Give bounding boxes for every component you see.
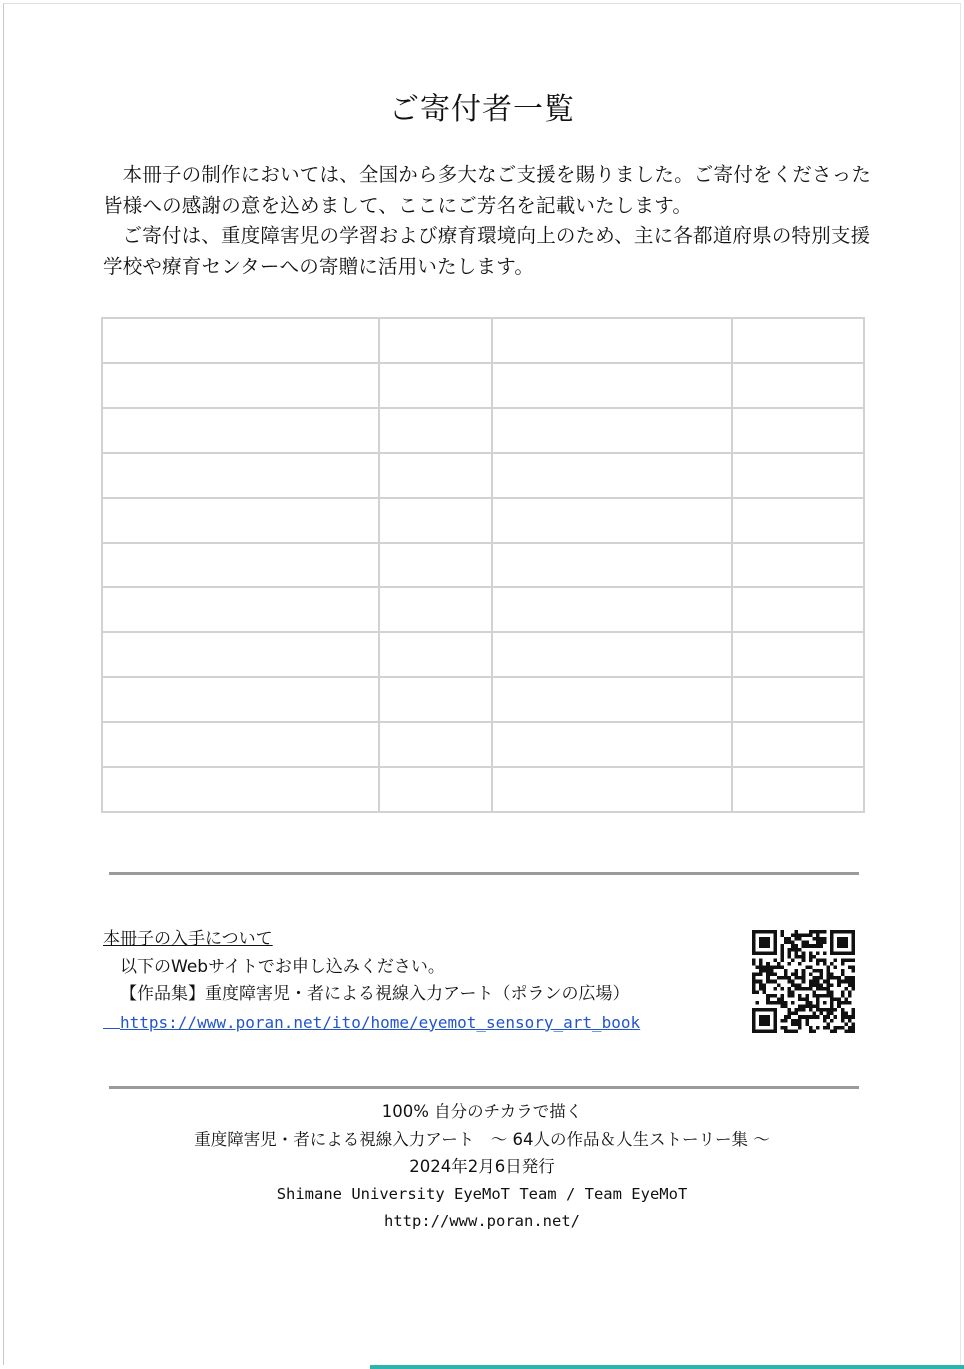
table-cell (379, 722, 492, 767)
table-cell (732, 677, 864, 722)
table-row (102, 408, 864, 453)
table-row (102, 587, 864, 632)
table-cell (732, 722, 864, 767)
table-cell (102, 587, 379, 632)
availability-heading: 本冊子の入手について (103, 929, 273, 949)
colophon-publish-date: 2024年2月6日発行 (409, 1157, 555, 1176)
table-cell (102, 453, 379, 498)
table-cell (379, 318, 492, 363)
intro-text (103, 160, 873, 282)
table-row (102, 363, 864, 408)
table-cell (732, 632, 864, 677)
table-cell (492, 453, 732, 498)
intro-paragraph-2: ご寄付は、重度障害児の学習および療育環境向上のため、主に各都道府県の特別支援学校や療育センターへの寄贈に活用いたします。 (103, 224, 871, 278)
table-cell (379, 408, 492, 453)
table-cell (492, 498, 732, 543)
donor-table (101, 317, 865, 813)
table-cell (379, 543, 492, 588)
table-row (102, 722, 864, 767)
table-cell (379, 632, 492, 677)
table-cell (732, 543, 864, 588)
table-cell (102, 318, 379, 363)
table-row (102, 498, 864, 543)
table-row (102, 453, 864, 498)
table-cell (732, 318, 864, 363)
colophon-book-title: 重度障害児・者による視線入力アート ～ 64人の作品＆人生ストーリー集 ～ (194, 1129, 770, 1149)
table-cell (732, 498, 864, 543)
table-cell (492, 363, 732, 408)
page-title: ご寄付者一覧 (389, 92, 575, 127)
table-cell (379, 587, 492, 632)
table-cell (102, 363, 379, 408)
table-cell (732, 587, 864, 632)
footer-divider (109, 1086, 859, 1089)
table-cell (732, 408, 864, 453)
table-cell (492, 722, 732, 767)
table-cell (732, 453, 864, 498)
intro-paragraph-1: 本冊子の制作においては、全国から多大なご支援を賜りました。ご寄付をくださった皆様への感謝の意を込めまして、ここにご芳名を記載いたします。 (103, 163, 872, 217)
section-divider (109, 872, 859, 875)
table-row (102, 318, 864, 363)
table-cell (102, 498, 379, 543)
table-cell (492, 543, 732, 588)
table-cell (102, 408, 379, 453)
table-cell (379, 498, 492, 543)
table-cell (379, 677, 492, 722)
table-cell (102, 722, 379, 767)
table-cell (102, 632, 379, 677)
colophon (0, 1098, 964, 1236)
table-cell (102, 543, 379, 588)
bottom-accent-bar (370, 1365, 964, 1369)
table-cell (492, 408, 732, 453)
table-row (102, 767, 864, 812)
table-cell (492, 677, 732, 722)
qr-code-icon[interactable] (752, 930, 855, 1033)
colophon-publisher: Shimane University EyeMoT Team / Team EyeMoT (276, 1184, 688, 1203)
donor-table-body (102, 318, 864, 812)
table-cell (102, 677, 379, 722)
colophon-url[interactable]: http://www.poran.net/ (384, 1212, 580, 1230)
table-row (102, 677, 864, 722)
availability-section (103, 926, 640, 1037)
table-cell (732, 363, 864, 408)
availability-link[interactable]: https://www.poran.net/ito/home/eyemot_sensory_art_book (103, 1013, 640, 1032)
availability-instruction: 以下のWebサイトでお申し込みください。 (120, 956, 445, 977)
table-cell (732, 767, 864, 812)
table-row (102, 543, 864, 588)
table-row (102, 632, 864, 677)
table-cell (492, 318, 732, 363)
table-cell (102, 767, 379, 812)
availability-site-name: 【作品集】重度障害児・者による視線入力アート（ポランの広場） (120, 984, 630, 1004)
table-cell (379, 453, 492, 498)
table-cell (379, 767, 492, 812)
table-cell (492, 767, 732, 812)
colophon-tagline: 100% 自分のチカラで描く (381, 1102, 583, 1121)
table-cell (492, 632, 732, 677)
table-cell (379, 363, 492, 408)
table-cell (492, 587, 732, 632)
